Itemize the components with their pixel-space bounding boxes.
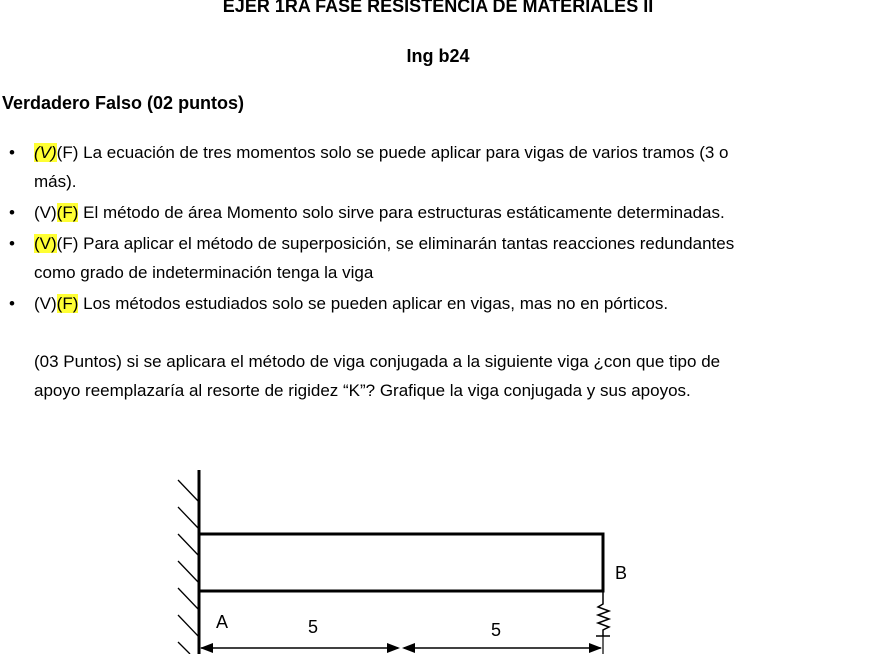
spring-icon xyxy=(598,591,609,636)
false-option-highlighted: (F) xyxy=(56,203,79,222)
arrowhead-icon xyxy=(589,643,602,653)
statement-text: Los métodos estudiados solo se pueden aplicar en vigas, mas no en pórticos. xyxy=(78,294,669,313)
document-subtitle: Ing b24 xyxy=(406,46,470,66)
label-b: B xyxy=(615,563,628,583)
false-option: (F) xyxy=(56,234,79,253)
true-option: (V) xyxy=(34,294,57,313)
statement-text: Para aplicar el método de superposición, se eliminarán tantas reacciones redundantes xyxy=(78,234,735,253)
true-option-highlighted: (V) xyxy=(34,234,57,253)
question-line-1: (03 Puntos) si se aplicara el método de viga conjugada a la siguiente viga ¿con que tipo de xyxy=(34,352,721,371)
bullet-icon: • xyxy=(9,203,15,222)
bullet-icon: • xyxy=(9,143,15,162)
dimension-label-1: 5 xyxy=(308,617,319,637)
label-a: A xyxy=(216,612,229,632)
bullet-icon: • xyxy=(9,234,15,253)
beam-rectangle xyxy=(199,534,603,591)
false-option: (F) xyxy=(56,143,79,162)
wall-hatching xyxy=(178,480,199,654)
arrowhead-icon xyxy=(387,643,400,653)
statement-text-continued: más). xyxy=(34,172,77,191)
section-heading: Verdadero Falso (02 puntos) xyxy=(2,93,245,113)
true-option-highlighted: (V) xyxy=(34,143,57,162)
bullet-icon: • xyxy=(9,294,15,313)
document-title: EJER 1RA FASE RESISTENCIA DE MATERIALES II xyxy=(222,0,654,16)
arrowhead-icon xyxy=(402,643,415,653)
statement-text-continued: como grado de indeterminación tenga la viga xyxy=(34,263,374,282)
dimension-label-2: 5 xyxy=(491,620,502,640)
statement-text: El método de área Momento solo sirve para estructuras estáticamente determinadas. xyxy=(78,203,725,222)
true-option: (V) xyxy=(34,203,57,222)
false-option-highlighted: (F) xyxy=(56,294,79,313)
question-line-2: apoyo reemplazaría al resorte de rigidez “K”? Grafique la viga conjugada y sus apoyos. xyxy=(34,381,691,400)
arrowhead-icon xyxy=(200,643,213,653)
statement-text: La ecuación de tres momentos solo se puede aplicar para vigas de varios tramos (3 o xyxy=(78,143,729,162)
